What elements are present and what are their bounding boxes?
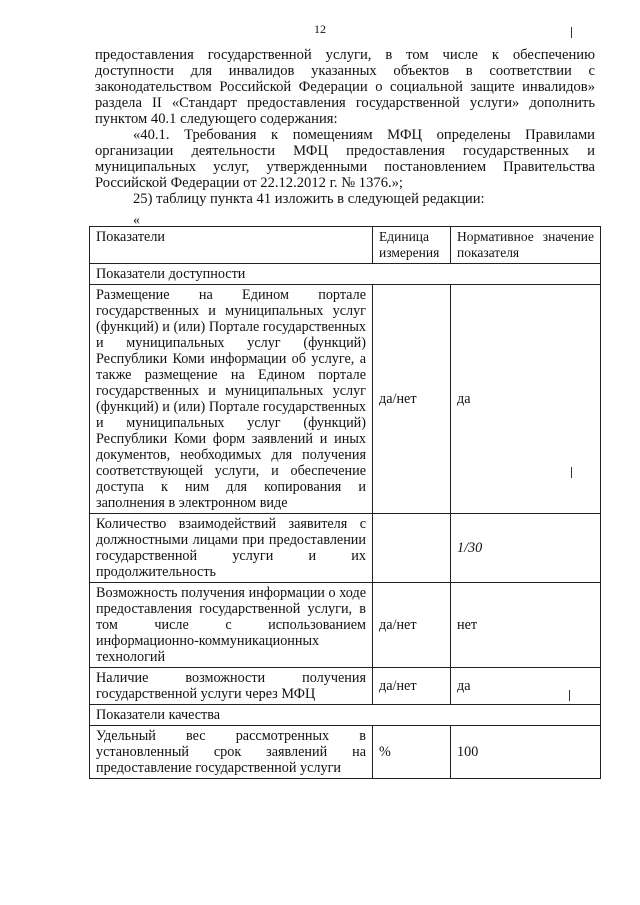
indicator-cell: Количество взаимодействий заявителя с должностными лицами при предоставлении государственной услуги и их продолжительность xyxy=(90,514,373,583)
table-row xyxy=(90,668,601,705)
table-row xyxy=(90,583,601,668)
header-unit: Единица измерения xyxy=(373,227,451,264)
value-cell: нет xyxy=(451,583,601,668)
value-cell: да xyxy=(451,668,601,705)
table-row xyxy=(90,514,601,583)
table-row xyxy=(90,726,601,779)
value-cell: да xyxy=(451,285,601,514)
section-row xyxy=(90,705,601,726)
indicators-table xyxy=(89,226,601,779)
section-quality: Показатели качества xyxy=(90,705,601,726)
margin-mark xyxy=(571,27,572,38)
header-normative-value: Нормативное значение показателя xyxy=(451,227,601,264)
indicator-cell: Возможность получения информации о ходе предоставления государственной услуги, в том числе с использованием информационно-коммуникационных технологий xyxy=(90,583,373,668)
indicator-cell: Удельный вес рассмотренных в установленный срок заявлений на предоставление государственной услуги xyxy=(90,726,373,779)
paragraph-1: предоставления государственной услуги, в том числе к обеспечению доступности для инвалидов указанных объектов в соответствии с законодательством Российской Федерации о социальной защите инвалидов» раздела II «Стандарт предоставления государственной услуги» дополнить пунктом 40.1 следующего содержания: xyxy=(95,47,595,127)
section-row xyxy=(90,264,601,285)
unit-cell: да/нет xyxy=(373,285,451,514)
paragraph-2: «40.1. Требования к помещениям МФЦ определены Правилами организации деятельности МФЦ предоставления государственных и муниципальных услуг, утвержденными постановлением Правительства Российской Федерации от 22.12.2012 г. № 1376.»; xyxy=(95,127,595,191)
table-header-row xyxy=(90,227,601,264)
paragraph-3: 25) таблицу пункта 41 изложить в следующей редакции: xyxy=(133,191,485,207)
unit-cell: да/нет xyxy=(373,583,451,668)
page-number: 12 xyxy=(314,22,326,36)
unit-cell: да/нет xyxy=(373,668,451,705)
value-cell: 100 xyxy=(451,726,601,779)
table-row xyxy=(90,285,601,514)
body-text xyxy=(95,47,595,207)
unit-cell: % xyxy=(373,726,451,779)
header-indicator: Показатели xyxy=(90,227,373,264)
indicator-cell: Размещение на Едином портале государственных и муниципальных услуг (функций) и (или) Портале государственных и муниципальных услуг (функций) Республики Коми информации об услуге, а также размещение на Едином портале государственных и муниципальных услуг (функций) и (или) Портале государственных и муниципальных услуг (функций) Республики Коми форм заявлений и иных документов, необходимых для получения соответствующей услуги, и обеспечение доступа к ним для копирования и заполнения в электронном виде xyxy=(90,285,373,514)
quote-open: « xyxy=(133,213,140,228)
unit-cell xyxy=(373,514,451,583)
value-cell: 1/30 xyxy=(451,514,601,583)
indicator-cell: Наличие возможности получения государственной услуги через МФЦ xyxy=(90,668,373,705)
section-access: Показатели доступности xyxy=(90,264,601,285)
